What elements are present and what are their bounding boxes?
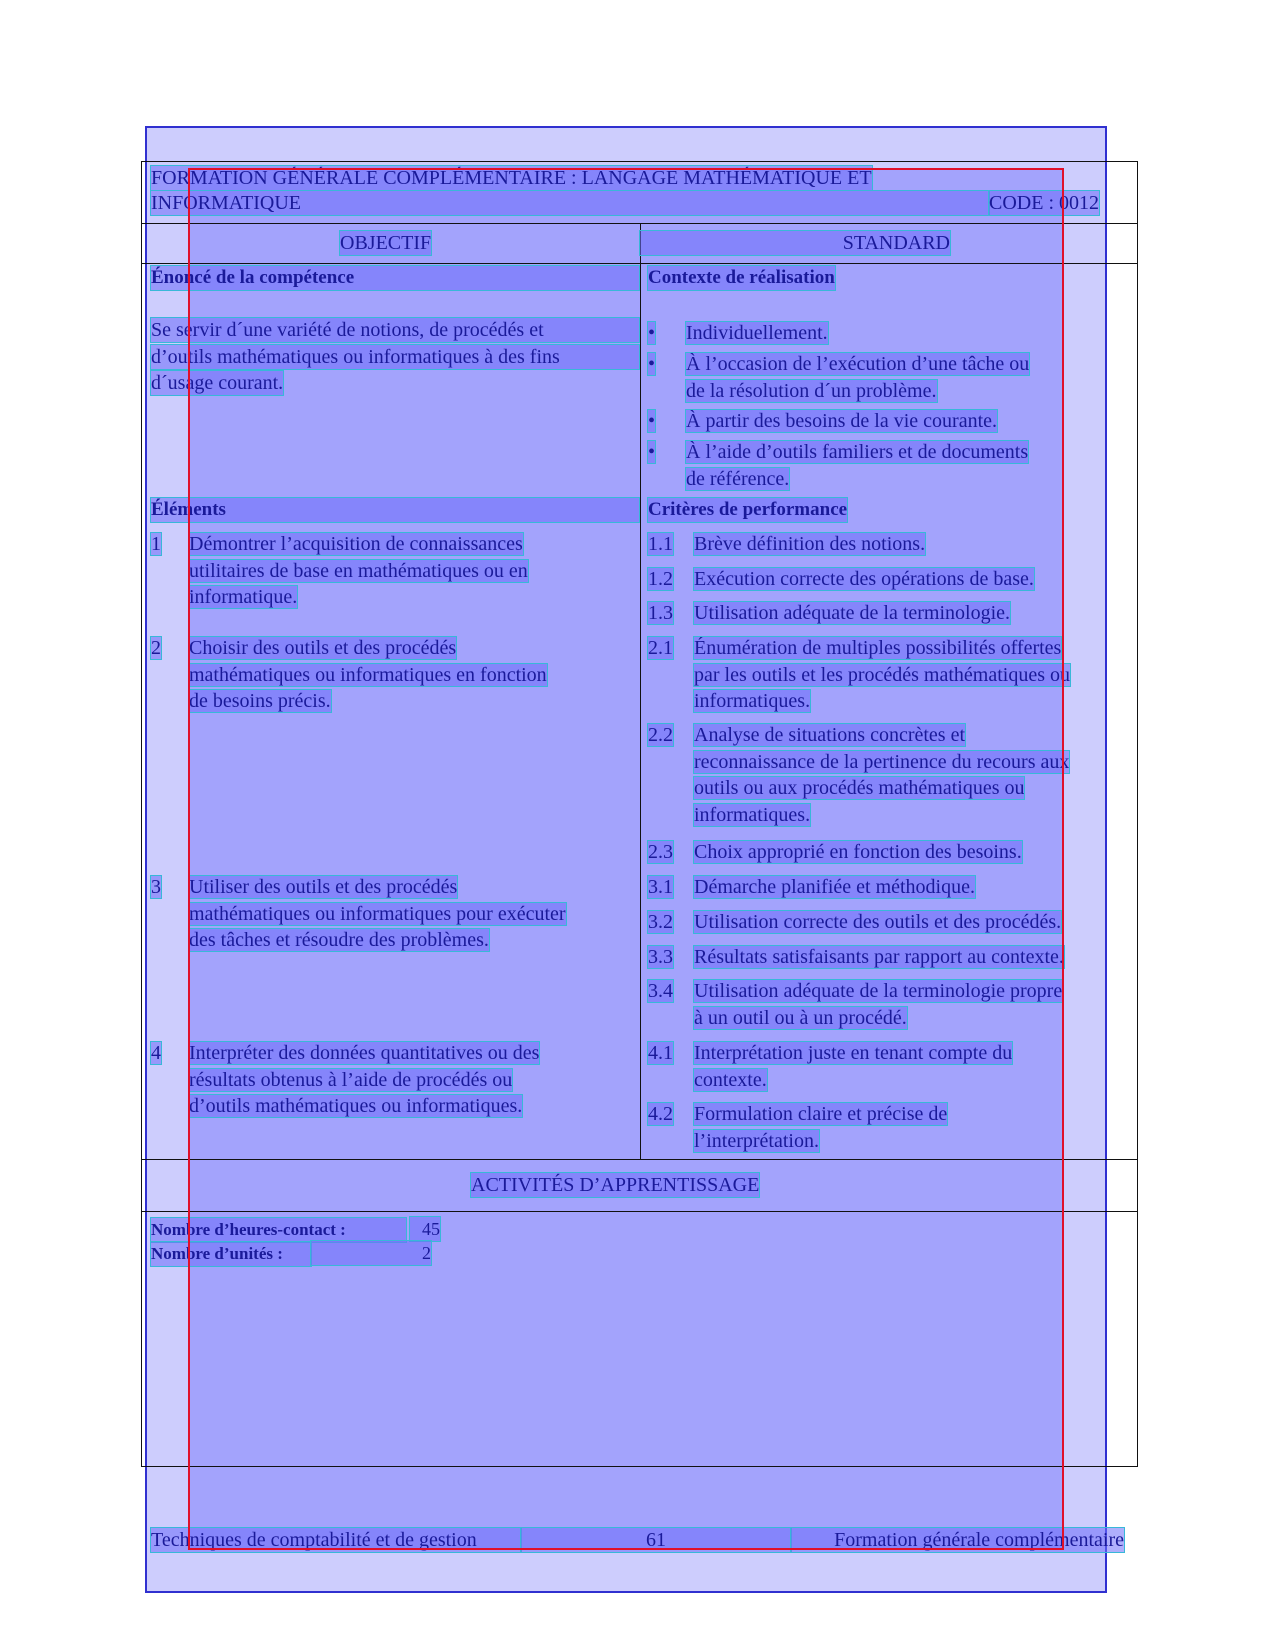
critere-number: 1.2 xyxy=(648,568,673,590)
element-number: 3 xyxy=(151,876,161,898)
element-text: Démontrer l’acquisition de connaissances xyxy=(189,533,523,555)
divider-vertical xyxy=(640,223,641,1159)
critere-item xyxy=(648,909,1061,936)
contexte-item-text: À l’aide d’outils familiers et de documents xyxy=(686,441,1029,463)
critere-text: Résultats satisfaisants par rapport au contexte. xyxy=(694,946,1064,968)
element-item xyxy=(151,635,547,715)
critere-number: 2.1 xyxy=(648,637,673,659)
form-code: CODE : 0012 xyxy=(989,192,1099,214)
element-number: 4 xyxy=(151,1042,161,1064)
critere-item xyxy=(648,978,1062,1031)
element-text: mathématiques ou informatiques pour exécuter xyxy=(189,902,566,925)
criteres-heading: Critères de performance xyxy=(648,499,848,520)
element-text: Utiliser des outils et des procédés xyxy=(189,876,458,898)
contexte-item xyxy=(648,439,1028,492)
critere-item xyxy=(648,635,1070,715)
element-text: de besoins précis. xyxy=(189,690,331,712)
critere-number: 1.3 xyxy=(648,602,673,624)
divider-activities-bottom xyxy=(142,1211,1137,1212)
critere-number: 3.1 xyxy=(648,876,673,898)
contexte-item-text: Individuellement. xyxy=(686,322,828,344)
contexte-item xyxy=(648,408,997,435)
activites-heading: ACTIVITÉS D’APPRENTISSAGE xyxy=(471,1174,760,1196)
form-title-line2: INFORMATIQUE xyxy=(151,191,989,215)
element-text: d’outils mathématiques ou informatiques. xyxy=(189,1095,523,1117)
critere-text: Formulation claire et précise de xyxy=(694,1103,948,1125)
critere-text: Énumération de multiples possibilités offertes xyxy=(694,637,1062,659)
critere-item xyxy=(648,839,1022,866)
critere-text: Analyse de situations concrètes et xyxy=(694,724,966,746)
element-text: Interpréter des données quantitatives ou des xyxy=(189,1042,540,1064)
heures-value: 45 xyxy=(410,1217,440,1241)
heures-label: Nombre d’heures-contact : xyxy=(151,1218,406,1242)
critere-item xyxy=(648,600,1010,627)
element-number: 1 xyxy=(151,533,161,555)
contexte-item xyxy=(648,351,1029,404)
critere-text: informatiques. xyxy=(694,803,811,826)
unites-value: 2 xyxy=(311,1241,431,1265)
competence-line: Se servir d´une variété de notions, de procédés et xyxy=(151,318,639,342)
critere-item xyxy=(648,531,925,558)
competence-heading: Énoncé de la compétence xyxy=(151,266,639,290)
unites-label: Nombre d’unités : xyxy=(151,1242,311,1266)
competence-line: d’outils mathématiques ou informatiques à des fins xyxy=(151,345,639,369)
footer-page-number: 61 xyxy=(521,1528,791,1552)
contexte-item xyxy=(648,320,828,347)
critere-text: contexte. xyxy=(694,1068,767,1091)
critere-item xyxy=(648,1101,947,1154)
critere-number: 3.2 xyxy=(648,911,673,933)
critere-item xyxy=(648,1040,1012,1093)
critere-text: reconnaissance de la pertinence du recours aux xyxy=(694,750,1070,773)
column-header-objectif: OBJECTIF xyxy=(340,232,432,254)
elements-heading: Éléments xyxy=(151,498,639,522)
critere-text: Exécution correcte des opérations de base. xyxy=(694,568,1034,590)
critere-number: 1.1 xyxy=(648,533,673,555)
element-item xyxy=(151,531,528,611)
element-number: 2 xyxy=(151,637,161,659)
critere-text: Interprétation juste en tenant compte du xyxy=(694,1042,1013,1064)
element-text: des tâches et résoudre des problèmes. xyxy=(189,929,489,951)
critere-text: à un outil ou à un procédé. xyxy=(694,1006,907,1029)
critere-text: Brève définition des notions. xyxy=(694,533,926,555)
critere-text: Démarche planifiée et méthodique. xyxy=(694,876,975,898)
bullet-icon: • xyxy=(648,353,656,375)
element-text: informatique. xyxy=(189,586,298,608)
column-header-standard: STANDARD xyxy=(640,231,950,255)
critere-number: 2.2 xyxy=(648,724,673,746)
critere-text: par les outils et les procédés mathématiques ou xyxy=(694,663,1071,686)
critere-text: informatiques. xyxy=(694,690,811,712)
critere-item xyxy=(648,566,1034,593)
critere-text: Utilisation adéquate de la terminologie propre xyxy=(694,980,1063,1002)
critere-text: Choix approprié en fonction des besoins. xyxy=(694,841,1022,863)
footer-left: Techniques de comptabilité et de gestion xyxy=(151,1528,521,1552)
contexte-item-text: À l’occasion de l’exécution d’une tâche ou xyxy=(686,353,1030,375)
bullet-icon: • xyxy=(648,410,656,432)
critere-number: 4.1 xyxy=(648,1042,673,1064)
contexte-heading: Contexte de réalisation xyxy=(648,267,835,288)
contexte-item-text: de référence. xyxy=(686,467,790,490)
element-item xyxy=(151,1040,539,1120)
element-item xyxy=(151,874,566,954)
critere-text: outils ou aux procédés mathématiques ou xyxy=(694,777,1025,799)
critere-text: l’interprétation. xyxy=(694,1129,819,1152)
competence-line: d´usage courant. xyxy=(151,372,284,394)
critere-number: 3.3 xyxy=(648,946,673,968)
element-text: mathématiques ou informatiques en fonction xyxy=(189,663,547,686)
critere-number: 2.3 xyxy=(648,841,673,863)
bullet-icon: • xyxy=(648,322,656,344)
contexte-item-text: de la résolution d´un problème. xyxy=(686,379,937,402)
bullet-icon: • xyxy=(648,441,656,463)
element-text: Choisir des outils et des procédés xyxy=(189,637,457,659)
contexte-item-text: À partir des besoins de la vie courante. xyxy=(686,410,998,432)
critere-number: 3.4 xyxy=(648,980,673,1002)
element-text: résultats obtenus à l’aide de procédés ou xyxy=(189,1068,513,1091)
critere-text: Utilisation adéquate de la terminologie. xyxy=(694,602,1011,624)
critere-item xyxy=(648,944,1064,971)
critere-item xyxy=(648,722,1069,828)
critere-number: 4.2 xyxy=(648,1103,673,1125)
critere-text: Utilisation correcte des outils et des procédés. xyxy=(694,911,1062,933)
critere-item xyxy=(648,874,975,901)
form-title-line1: FORMATION GÉNÉRALE COMPLÉMENTAIRE : LANGAGE MATHÉMATIQUE ET xyxy=(151,167,872,189)
divider-activities-top xyxy=(142,1159,1137,1160)
element-text: utilitaires de base en mathématiques ou en xyxy=(189,559,528,582)
footer-right: Formation générale complémentaire xyxy=(791,1528,1124,1552)
